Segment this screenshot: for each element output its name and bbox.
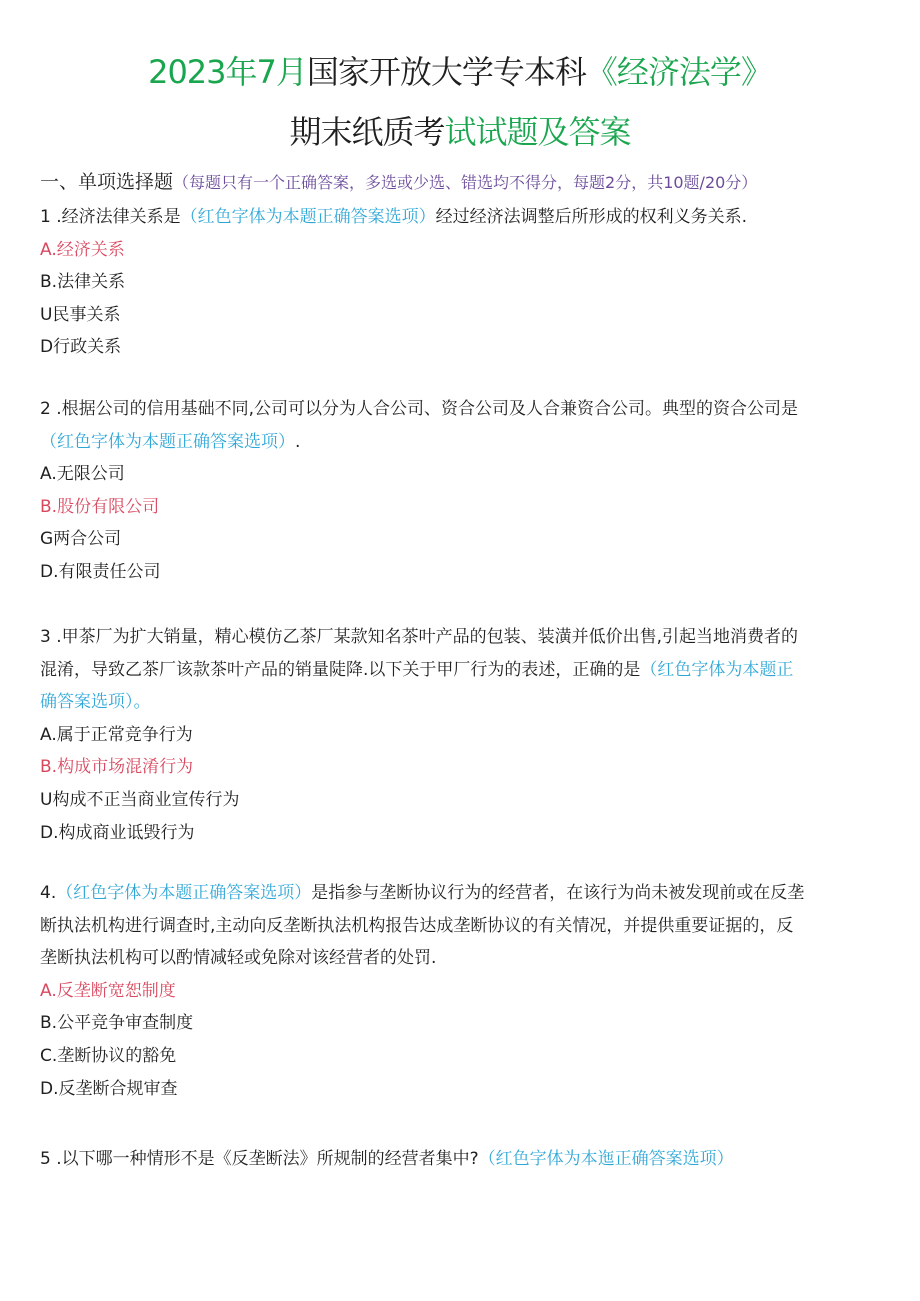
answer-option: D.构成商业诋毁行为 xyxy=(40,822,195,843)
correct-option: B.构成市场混淆行为 xyxy=(40,757,194,778)
question-stem xyxy=(40,396,798,422)
stem-text: 5 .以下哪一种情形不是《反垄断法》所规制的经营者集中? xyxy=(40,1149,479,1169)
correct-option: A.反垄断宽恕制度 xyxy=(40,980,176,1001)
answer-option: D.有限责任公司 xyxy=(40,562,161,582)
title-university: 国家开放大学专本科 xyxy=(306,53,586,91)
section-heading xyxy=(40,168,757,197)
answer-option: B.公平竞争审查制度 xyxy=(40,1013,194,1034)
section-title: 一、单项选择题 xyxy=(40,171,174,193)
stem-text: 断执法机构进行调查时,主动向反垄断执法机构报告达成垄断协议的有关情况，并提供重要证据的，反 xyxy=(40,915,794,936)
question-stem xyxy=(40,1146,734,1172)
stem-text-after: 经过经济法调整后所形成的权利义务关系. xyxy=(435,207,748,227)
answer-option: U民事关系 xyxy=(40,304,121,325)
title-date: 2023年7月 xyxy=(148,53,307,91)
answer-option: U构成不正当商业宣传行为 xyxy=(40,790,240,810)
answer-option: B.法律关系 xyxy=(40,272,126,293)
question-stem xyxy=(40,624,798,650)
answer-option: D.反垄断合规审查 xyxy=(40,1078,178,1099)
page-title xyxy=(0,52,920,92)
question-stem xyxy=(40,204,747,230)
question-stem-continued xyxy=(40,945,436,971)
stem-text-after: . xyxy=(295,431,301,452)
stem-text: 1 .经济法律关系是 xyxy=(40,207,181,227)
subtitle-exam: 期末纸质考 xyxy=(289,113,445,151)
answer-option: A.属于正常竞争行为 xyxy=(40,724,193,745)
answer-option: C.垄断协议的豁免 xyxy=(40,1046,177,1066)
stem-text: 4. xyxy=(40,883,57,903)
answer-hint: 确答案选项）。 xyxy=(40,692,151,713)
stem-text: 2 .根据公司的信用基础不同,公司可以分为人合公司、资合公司及人合兼资合公司。典型的资合公司是 xyxy=(40,399,799,419)
question-stem-continued xyxy=(40,689,151,715)
subtitle-answers: 试试题及答案 xyxy=(444,113,631,151)
question-stem-continued xyxy=(40,913,793,939)
stem-text: 3 .甲茶厂为扩大销量，精心模仿乙茶厂某款知名茶叶产品的包装、装潢并低价出售,引起当地消费者的 xyxy=(40,627,799,647)
answer-option: A.无限公司 xyxy=(40,464,125,485)
answer-hint: （红色字体为本题正确答案选项） xyxy=(180,207,436,227)
question-stem-continued xyxy=(40,429,300,455)
question-stem-continued xyxy=(40,657,793,683)
section-note: （每题只有一个正确答案，多选或少选、错选均不得分，每题2分，共10题/20分） xyxy=(173,173,758,192)
page-subtitle xyxy=(0,112,920,152)
answer-option: D行政关系 xyxy=(40,337,122,358)
stem-text: 垄断执法机构可以酌情减轻或免除对该经营者的处罚. xyxy=(40,948,437,969)
answer-hint: （红色字体为本题正确答案选项） xyxy=(56,883,312,903)
stem-text: 混淆，导致乙茶厂该款茶叶产品的销量陡降.以下关于甲厂行为的表述，正确的是 xyxy=(40,659,641,680)
answer-hint: （红色字体为本迤正确答案选项） xyxy=(478,1149,734,1169)
answer-option: G两合公司 xyxy=(40,529,122,550)
answer-hint: （红色字体为本题正确答案选项） xyxy=(40,431,295,452)
title-course: 《经济法学》 xyxy=(585,53,772,91)
stem-text-after: 是指参与垄断协议行为的经营者，在该行为尚未被发现前或在反垄 xyxy=(311,883,805,903)
correct-option: A.经济关系 xyxy=(40,239,125,260)
answer-hint: （红色字体为本题正 xyxy=(640,659,794,680)
correct-option: B.股份有限公司 xyxy=(40,496,160,517)
question-stem xyxy=(40,880,804,906)
